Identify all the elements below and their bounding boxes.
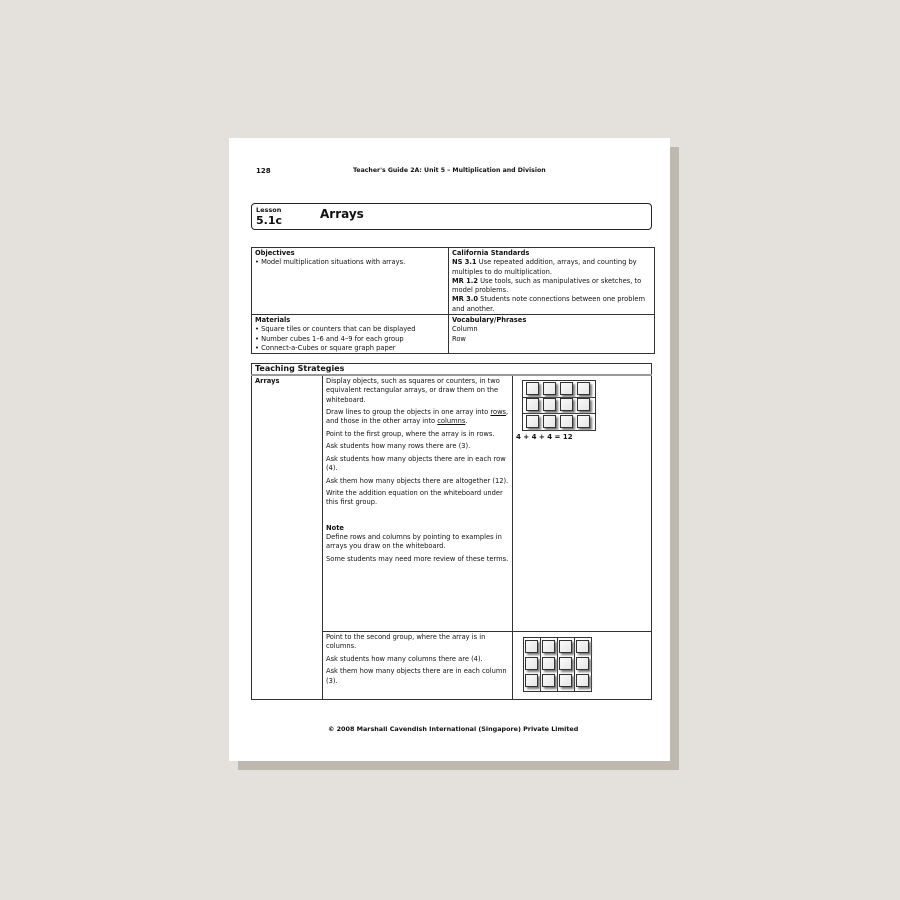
array-tile bbox=[525, 657, 538, 670]
standard-text: Use repeated addition, arrays, and counting by multiples to do multiplication. bbox=[452, 258, 637, 276]
addition-equation: 4 + 4 + 4 = 12 bbox=[516, 433, 573, 441]
note-text: Some students may need more review of these terms. bbox=[326, 554, 509, 563]
step-text: Ask students how many rows there are (3). bbox=[326, 442, 471, 451]
page-number: 128 bbox=[256, 167, 271, 175]
standard-code: MR 3.0 bbox=[452, 295, 478, 304]
lesson-title: Arrays bbox=[320, 207, 364, 221]
copyright-notice: © 2008 Marshall Cavendish International (Singapore) Private Limited bbox=[328, 725, 579, 733]
array-tile bbox=[543, 398, 556, 411]
standards-heading: California Standards bbox=[452, 249, 530, 257]
step-text: Write the addition equation on the whiteboard under this first group. bbox=[326, 489, 503, 507]
array-tile bbox=[526, 382, 539, 395]
array-tile bbox=[560, 415, 573, 428]
material-item: • Number cubes 1–6 and 4–9 for each group bbox=[255, 334, 404, 343]
term-rows: rows bbox=[490, 408, 507, 417]
vocabulary-cell bbox=[449, 315, 655, 354]
step-text: Ask them how many objects there are altogether (12). bbox=[326, 476, 509, 485]
array-tile bbox=[542, 674, 555, 687]
array-tile bbox=[577, 382, 590, 395]
standard-text: Use tools, such as manipulatives or sketches, to model problems. bbox=[452, 276, 642, 295]
material-item: • Connect-a-Cubes or square graph paper bbox=[255, 343, 396, 352]
array-tile bbox=[525, 674, 538, 687]
note-text: Define rows and columns by pointing to examples in arrays you draw on the whiteboard. bbox=[326, 533, 502, 551]
array-tile bbox=[526, 415, 539, 428]
array-tile bbox=[576, 674, 589, 687]
array-tile bbox=[559, 640, 572, 653]
materials-cell bbox=[252, 315, 449, 354]
term-columns: columns bbox=[437, 417, 466, 426]
array-figure-rows bbox=[522, 380, 598, 430]
array-tile bbox=[559, 674, 572, 687]
strategy-topic: Arrays bbox=[252, 375, 323, 700]
lesson-overview-table bbox=[251, 247, 655, 354]
array-tile bbox=[560, 382, 573, 395]
objectives-cell bbox=[252, 248, 449, 315]
running-head: Teacher's Guide 2A: Unit 5 – Multiplication and Division bbox=[353, 167, 546, 174]
array-tile bbox=[560, 398, 573, 411]
step-text: Ask students how many objects there are in each row (4). bbox=[326, 454, 506, 473]
figure-cell-columns bbox=[513, 632, 652, 700]
step-text: Point to the second group, where the array is in columns. bbox=[326, 633, 486, 651]
array-tile bbox=[576, 657, 589, 670]
material-item: • Square tiles or counters that can be displayed bbox=[255, 325, 416, 334]
array-tile bbox=[577, 415, 590, 428]
array-tile bbox=[543, 415, 556, 428]
standard-text: Students note connections between one problem and another. bbox=[452, 295, 645, 313]
strategy-steps-1 bbox=[323, 375, 513, 632]
note-heading: Note bbox=[326, 523, 344, 532]
vocabulary-item: Column bbox=[452, 325, 478, 334]
document-page bbox=[229, 138, 670, 761]
array-tile bbox=[542, 657, 555, 670]
standard-item bbox=[452, 295, 651, 314]
array-tile bbox=[543, 382, 556, 395]
step-text: Draw lines to group the objects in one array into rows, and those in the other array into columns. bbox=[326, 408, 509, 426]
standard-code: MR 1.2 bbox=[452, 276, 478, 285]
objectives-heading: Objectives bbox=[255, 249, 295, 257]
standards-cell bbox=[449, 248, 655, 315]
lesson-number: 5.1c bbox=[256, 214, 283, 227]
array-tile bbox=[577, 398, 590, 411]
array-tile bbox=[559, 657, 572, 670]
vocabulary-heading: Vocabulary/Phrases bbox=[452, 316, 527, 325]
figure-cell-rows bbox=[513, 375, 652, 632]
lesson-label: Lesson bbox=[256, 206, 282, 214]
teaching-strategies-table bbox=[251, 363, 652, 700]
array-figure-columns bbox=[523, 637, 593, 689]
objective-item: • Model multiplication situations with arrays. bbox=[255, 258, 406, 267]
standard-code: NS 3.1 bbox=[452, 258, 477, 267]
step-text: Ask them how many objects there are in each column (3). bbox=[326, 667, 507, 685]
vocabulary-item: Row bbox=[452, 334, 466, 343]
array-tile bbox=[526, 398, 539, 411]
array-tile bbox=[525, 640, 538, 653]
materials-heading: Materials bbox=[255, 316, 291, 325]
lesson-title-box bbox=[251, 203, 652, 230]
standard-item bbox=[452, 277, 651, 296]
step-text: Point to the first group, where the array is in rows. bbox=[326, 429, 495, 438]
array-tile bbox=[576, 640, 589, 653]
step-text: Display objects, such as squares or counters, in two equivalent rectangular arrays, or draw them on the whiteboard. bbox=[326, 377, 500, 404]
step-text: Ask students how many columns there are (4). bbox=[326, 654, 483, 663]
strategies-heading: Teaching Strategies bbox=[252, 364, 652, 376]
standard-item bbox=[452, 258, 651, 277]
array-tile bbox=[542, 640, 555, 653]
strategy-steps-2 bbox=[323, 632, 513, 700]
